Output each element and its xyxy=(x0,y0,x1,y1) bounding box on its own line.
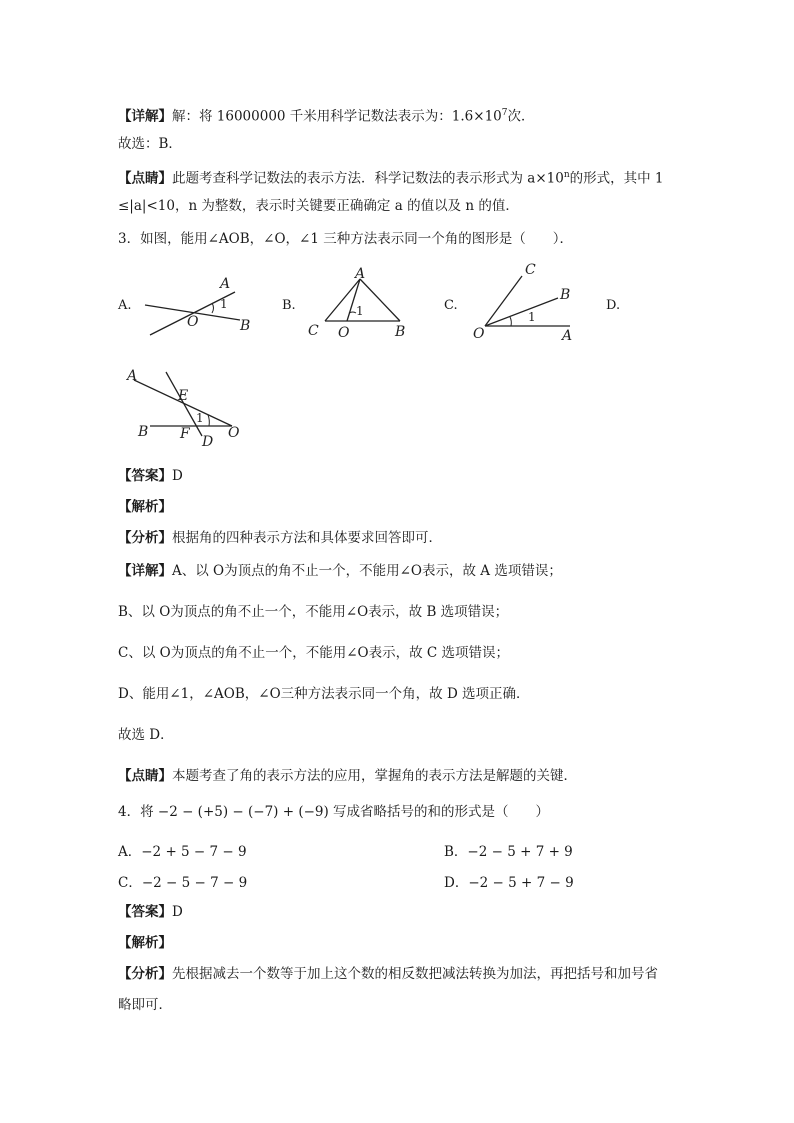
fig-d-label-f: F xyxy=(180,426,190,442)
q4-fenxi-line-1 xyxy=(118,964,658,984)
q3-option-c-label: C. xyxy=(444,298,458,313)
q4-choice-d: D．−2 − 5 + 7 − 9 xyxy=(444,875,574,891)
q3-option-d-label: D. xyxy=(606,298,621,313)
detail-line xyxy=(118,103,535,127)
fig-b-label-o: O xyxy=(338,325,350,341)
q3-fenxi-tag: 【分析】 xyxy=(118,530,172,546)
q4-choice-a: A．−2 + 5 − 7 − 9 xyxy=(118,844,247,860)
detail-sup: 7 xyxy=(501,108,508,118)
fig-a-label-a: A xyxy=(220,276,231,292)
q3-detail-tag: 【详解】 xyxy=(118,563,172,579)
q4-answer-line xyxy=(118,902,183,922)
q3-detail-a: A、以 O为顶点的角不止一个，不能用∠O表示，故 A 选项错误； xyxy=(172,563,562,579)
q3-analysis-tag: 【解析】 xyxy=(118,499,172,515)
q4-answer: D xyxy=(172,904,183,920)
fig-d-label-b: B xyxy=(138,424,149,440)
fig-c-label-a: A xyxy=(562,328,573,344)
fig-b-label-b: B xyxy=(395,324,406,340)
figure-a xyxy=(140,270,265,349)
q3-detail-d: D、能用∠1，∠AOB，∠O三种方法表示同一个角，故 D 选项正确． xyxy=(118,686,530,702)
comment-line-1 xyxy=(118,165,664,189)
fig-c-label-1: 1 xyxy=(528,310,536,324)
q4-analysis-tag: 【解析】 xyxy=(118,935,172,951)
q3-detail-c: C、以 O为顶点的角不止一个，不能用∠O表示，故 C 选项错误； xyxy=(118,645,509,661)
fig-c-label-c: C xyxy=(525,262,536,278)
fig-d-label-a: A xyxy=(127,368,138,384)
q3-answer: D xyxy=(172,468,183,484)
q3-option-a-label: A. xyxy=(118,298,132,313)
detail-tag: 【详解】 xyxy=(118,108,172,125)
fig-d-label-1: 1 xyxy=(196,411,204,425)
q4-fenxi-tag: 【分析】 xyxy=(118,966,172,982)
comment-line-2: ≤|a|<10，n 为整数，表示时关键要正确确定 a 的值以及 n 的值． xyxy=(118,198,519,214)
q4-answer-tag: 【答案】 xyxy=(118,904,172,920)
detail-text-post: 次． xyxy=(507,108,535,125)
q4-fenxi-line-2: 略即可． xyxy=(118,997,172,1013)
fig-a-label-b: B xyxy=(240,318,251,334)
fig-c-label-b: B xyxy=(560,287,571,303)
fig-d-label-e: E xyxy=(178,388,189,404)
fig-d-label-d: D xyxy=(202,434,214,450)
comment-text-post: 的形式，其中 1 xyxy=(569,170,664,187)
fig-a-label-o: O xyxy=(187,314,199,330)
q4-choice-b: B．−2 − 5 + 7 + 9 xyxy=(444,844,573,860)
q3-choose: 故选 D． xyxy=(118,727,174,743)
q3-fenxi: 根据角的四种表示方法和具体要求回答即可． xyxy=(172,530,442,546)
fig-c-label-o: O xyxy=(473,326,485,342)
figure-b xyxy=(305,265,415,349)
fig-a-arc xyxy=(212,303,214,313)
figure-d xyxy=(122,362,252,456)
q3-comment-line xyxy=(118,766,577,786)
q3-stem: 3．如图，能用∠AOB，∠O，∠1 三种方法表示同一个角的图形是（ ）． xyxy=(118,231,573,247)
figure-c xyxy=(470,258,580,352)
q4-fenxi-1: 先根据减去一个数等于加上这个数的相反数把减法转换为加法，再把括号和加号省 xyxy=(172,966,658,982)
q4-stem: 4．将 −2 − (+5) − (−7) + (−9) 写成省略括号的和的形式是（ ） xyxy=(118,804,550,820)
fig-b-label-c: C xyxy=(308,323,319,339)
q3-detail-b: B、以 O为顶点的角不止一个，不能用∠O表示，故 B 选项错误； xyxy=(118,604,509,620)
choose-line: 故选：B． xyxy=(118,136,182,152)
q3-detail-a-line xyxy=(118,561,562,581)
q3-answer-line xyxy=(118,466,183,486)
q4-choice-c: C．−2 − 5 − 7 − 9 xyxy=(118,875,248,891)
fig-d-label-o: O xyxy=(228,425,240,441)
fig-b-label-1: 1 xyxy=(356,304,364,318)
fig-a-label-1: 1 xyxy=(220,297,228,311)
fig-b-label-a: A xyxy=(355,266,366,282)
q3-fenxi-line xyxy=(118,528,442,548)
comment-sup: n xyxy=(563,170,570,180)
q3-option-b-label: B. xyxy=(282,298,296,313)
comment-tag: 【点睛】 xyxy=(118,170,172,187)
q3-comment: 本题考查了角的表示方法的应用，掌握角的表示方法是解题的关键． xyxy=(172,768,577,784)
comment-text: 此题考查科学记数法的表示方法．科学记数法的表示形式为 a×10 xyxy=(172,170,564,187)
q3-comment-tag: 【点睛】 xyxy=(118,768,172,784)
detail-text: 解：将 16000000 千米用科学记数法表示为：1.6×10 xyxy=(172,108,502,125)
q3-answer-tag: 【答案】 xyxy=(118,468,172,484)
